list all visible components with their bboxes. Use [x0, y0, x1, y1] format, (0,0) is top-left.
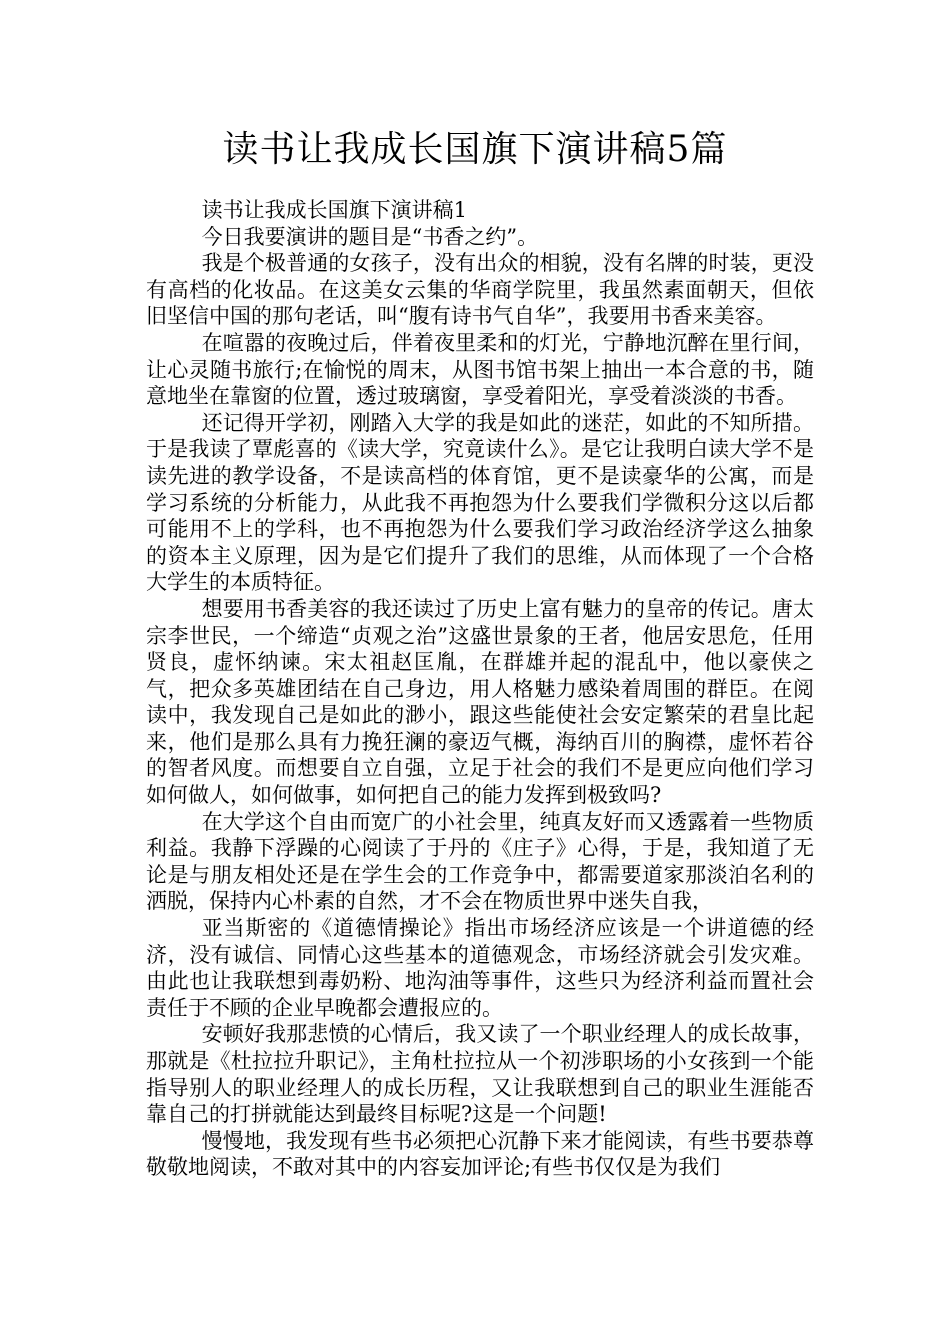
document-title: 读书让我成长国旗下演讲稿5篇	[222, 129, 728, 170]
body-paragraph: 在喧嚣的夜晚过后，伴着夜里柔和的灯光，宁静地沉醉在里行间，让心灵随书旅行;在愉悦的周末，从图书馆书架上抽出一本合意的书，随意地坐在靠窗的位置，透过玻璃窗，享受着阳光，享受着淡淡的书香。	[146, 330, 814, 409]
body-paragraph: 安顿好我那悲愤的心情后，我又读了一个职业经理人的成长故事，那就是《杜拉拉升职记》，主角杜拉拉从一个初涉职场的小女孩到一个能指导别人的职业经理人的成长历程，又让我联想到自己的职业生涯能否靠自己的打拼就能达到最终目标呢?这是一个问题!	[146, 1022, 814, 1127]
body-paragraph: 在大学这个自由而宽广的小社会里，纯真友好而又透露着一些物质利益。我静下浮躁的心阅读了于丹的《庄子》心得，于是，我知道了无论是与朋友相处还是在学生会的工作竞争中，都需要道家那淡泊名利的洒脱，保持内心朴素的自然，才不会在物质世界中迷失自我，	[146, 809, 814, 914]
body-paragraph: 慢慢地，我发现有些书必须把心沉静下来才能阅读，有些书要恭尊敬敬地阅读，不敢对其中的内容妄加评论;有些书仅仅是为我们	[146, 1128, 814, 1180]
body-paragraph: 我是个极普通的女孩子，没有出众的相貌，没有名牌的时装，更没有高档的化妆品。在这美女云集的华商学院里，我虽然素面朝天，但依旧坚信中国的那句老话，叫“腹有诗书气自华”，我要用书香来美容。	[146, 251, 814, 329]
body-paragraph: 今日我要演讲的题目是“书香之约”。	[201, 224, 539, 249]
subheading-paragraph: 读书让我成长国旗下演讲稿1	[201, 198, 468, 222]
body-paragraph: 亚当斯密的《道德情操论》指出市场经济应该是一个讲道德的经济，没有诚信、同情心这些基本的道德观念，市场经济就会引发灾难。由此也让我联想到毒奶粉、地沟油等事件，这些只为经济利益而置社会责任于不顾的企业早晚都会遭报应的。	[146, 916, 814, 1020]
body-paragraph: 还记得开学初，刚踏入大学的我是如此的迷茫，如此的不知所措。于是我读了覃彪喜的《读大学，究竟读什么》。是它让我明白读大学不是读先进的教学设备，不是读高档的体育馆，更不是读豪华的公寓，而是学习系统的分析能力，从此我不再抱怨为什么要我们学微积分这以后都可能用不上的学科，也不再抱怨为什么要我们学习政治经济学这么抽象的资本主义原理，因为是它们提升了我们的思维，从而体现了一个合格大学生的本质特征。	[146, 410, 814, 595]
document-body	[146, 197, 814, 1181]
body-paragraph: 想要用书香美容的我还读过了历史上富有魅力的皇帝的传记。唐太宗李世民，一个缔造“贞观之治”这盛世景象的王者，他居安思危，任用贤良，虚怀纳谏。宋太祖赵匡胤，在群雄并起的混乱中，他以豪侠之气，把众多英雄团结在自己身边，用人格魅力感染着周围的群臣。在阅读中，我发现自己是如此的渺小，跟这些能使社会安定繁荣的君皇比起来，他们是那么具有力挽狂澜的豪迈气概，海纳百川的胸襟，虚怀若谷的智者风度。而想要自立自强，立足于社会的我们不是更应向他们学习如何做人，如何做事，如何把自己的能力发挥到极致吗?	[146, 596, 814, 808]
